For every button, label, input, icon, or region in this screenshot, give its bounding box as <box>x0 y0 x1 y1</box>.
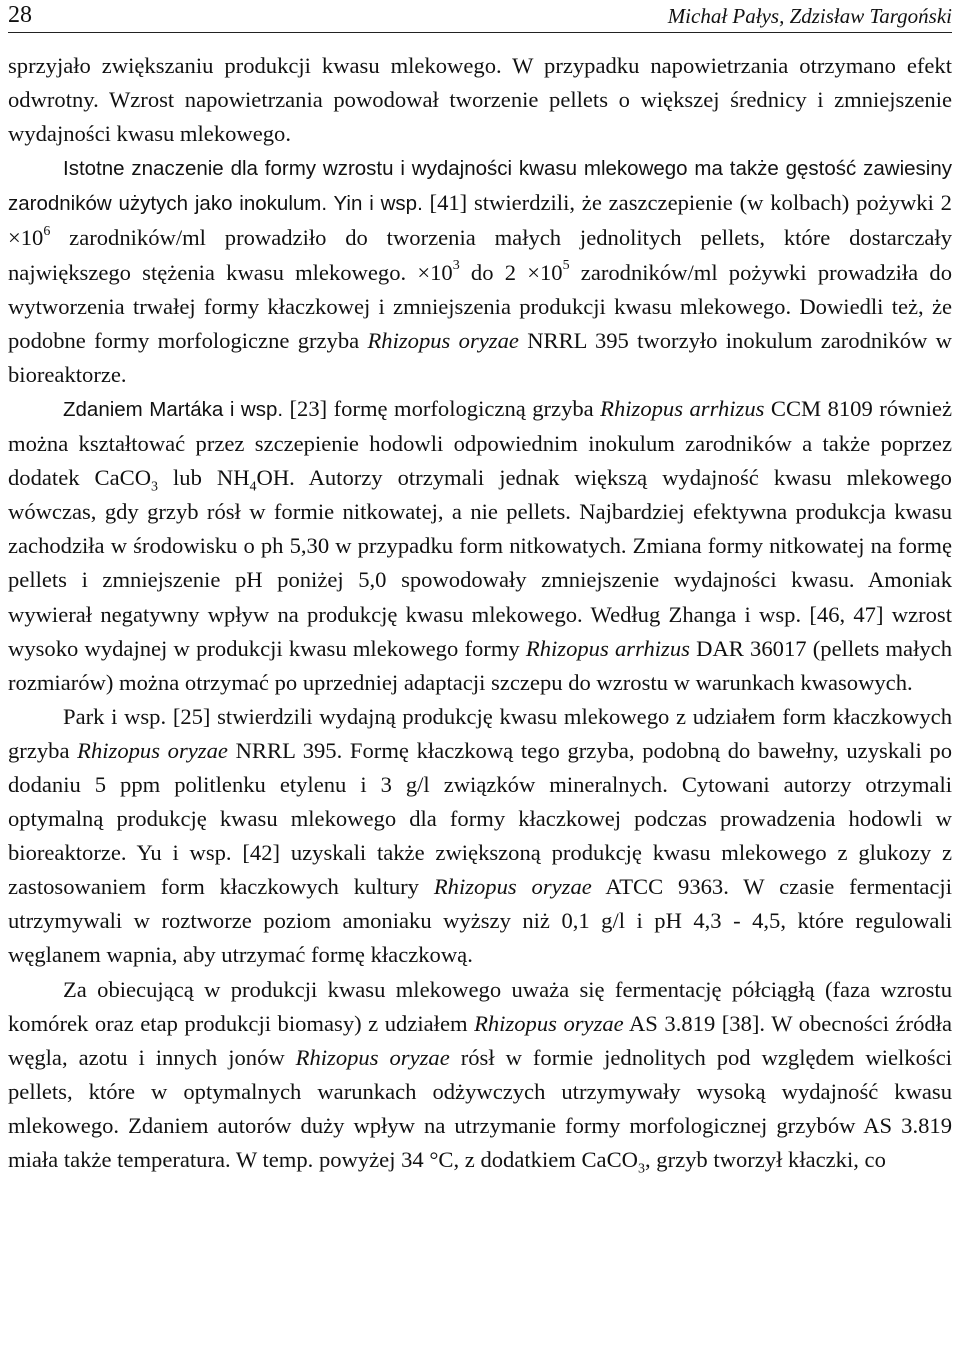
text-run: DAR 36017 (pellets małych rozmiarów) można otrzymać po uprzedniej adaptacji szczepu do wzrostu w warunkach kwasowych. <box>8 635 952 695</box>
text-run: 10 <box>430 259 453 285</box>
text-run: Park i wsp. [25] stwierdzili wydajną produkcję kwasu mlekowego z udziałem form kłaczkowych grzyba <box>8 703 952 763</box>
text-run-sans: Zdaniem Martáka i wsp. <box>63 397 284 421</box>
text-run: sprzyjało zwiększaniu produkcji kwasu mlekowego. W przypadku napowietrzania otrzymano efekt odwrotny. Wzrost napowietrzania powodował tworzenie pellets o większej średnicy i zmniejszenie wydajności kwasu mlekowego. <box>8 53 952 147</box>
text-run-sans: Istotne znaczenie dla formy wzrostu i wydajności kwasu mlekowego ma także gęstość zawiesiny zarodników użytych jako inokulum. Yin i wsp. <box>8 157 952 216</box>
exponent: 6 <box>43 223 51 239</box>
text-run: zarodników/ml pożywki prowadziła do wytworzenia trwałej formy kłaczkowej i zmniejszenia produkcji kwasu mlekowego. Dowiedli też, że podobne formy morfologiczne grzyba <box>8 259 952 353</box>
species-name: Rhizopus arrhizus <box>600 395 765 421</box>
text-run: 10 <box>20 225 44 251</box>
text-run: , grzyb tworzył kłaczki, co <box>644 1147 886 1172</box>
text-run: NRRL 395. Formę kłaczkową tego grzyba, podobną do bawełny, uzyskali po dodaniu 5 ppm politlenku etylenu i 3 g/l związków mineralnych. Cytowani autorzy otrzymali optymalną produkcję kwasu mlekowego dla formy kłaczkowej podczas prowadzenia hodowli w bioreaktorze. Yu i wsp. [42] uzyskali także zwiększoną produkcję kwasu mlekowego z glukozy z zastosowaniem form kłaczkowych kultury <box>8 737 952 900</box>
page-number: 28 <box>8 2 32 28</box>
species-name: Rhizopus oryzae <box>77 737 228 763</box>
text-run: 10 <box>540 259 563 285</box>
species-name: Rhizopus oryzae <box>433 874 592 900</box>
text-run: OH. Autorzy otrzymali jednak większą wydajność kwasu mlekowego wówczas, gdy grzyb rósł w formie nitkowatej, a nie pellets. Najbardziej efektywna produkcja kwasu zachodziła w środowisku o ph 5,30 w przypadku form nitkowatych. Zmiana formy nitkowatej na formę pellets i zmniejszenie pH poniżej 5,0 spowodowały zmniejszenie wydajności kwasu. Amoniak wywierał negatywny wpływ na produkcję kwasu mlekowego. Według Zhanga i wsp. [46, 47] wzrost wysoko wydajnej w produkcji kwasu mlekowego formy <box>8 465 952 661</box>
text-run: [41] stwierdzili, że zaszczepienie (w kolbach) pożywki 2 <box>422 190 952 216</box>
page-header <box>8 0 952 33</box>
paragraph-2 <box>8 151 952 392</box>
text-run: do 2 <box>459 259 517 285</box>
species-name: Rhizopus oryzae <box>367 327 519 353</box>
text-run: ATCC 9363. W czasie fermentacji utrzymywali w roztworze poziom amoniaku wyższy niż 0,1 g/l i pH 4,3 - 4,5, które regulowali węglanem wapnia, aby utrzymać formę kłaczkową. <box>8 874 952 968</box>
paragraph-1 <box>8 49 952 151</box>
subscript: 3 <box>637 1161 645 1177</box>
text-run: NRRL 395 tworzyło inokulum zarodników w bioreaktorze. <box>8 327 952 387</box>
text-run: CCM 8109 również można kształtować przez szczepienie hodowli odpowiednim inokulum zarodników a także poprzez dodatek CaCO <box>8 395 952 491</box>
document-page <box>8 0 952 1346</box>
text-run: [23] formę morfologiczną grzyba <box>283 395 601 421</box>
subscript: 4 <box>249 479 257 495</box>
times-symbol: × <box>8 225 21 251</box>
species-name: Rhizopus oryzae <box>474 1010 624 1036</box>
paragraph-3 <box>8 392 952 700</box>
text-run: rósł w formie jednolitych pod względem wielkości pellets, które w optymalnych warunkach odżywczych utrzymywały wysoką wydajność kwasu mlekowego. Zdaniem autorów duży wpływ na utrzymanie formy morfologicznej grzybów AS 3.819 miała także temperatura. W temp. powyżej 34 °C, z dodatkiem CaCO <box>8 1044 952 1172</box>
text-run: lub NH <box>158 465 250 491</box>
subscript: 3 <box>151 479 159 495</box>
exponent: 5 <box>562 258 570 274</box>
running-head-authors: Michał Pałys, Zdzisław Targoński <box>667 4 952 28</box>
text-run: Za obiecującą w produkcji kwasu mlekowego uważa się fermentację półciągłą (faza wzrostu komórek oraz etap produkcji biomasy) z udziałem <box>8 976 952 1036</box>
times-symbol: × <box>527 259 540 285</box>
paragraph-5 <box>8 973 952 1178</box>
times-symbol: × <box>417 259 431 285</box>
species-name: Rhizopus oryzae <box>295 1044 450 1070</box>
species-name: Rhizopus arrhizus <box>525 635 690 661</box>
text-run: zarodników/ml prowadziło do tworzenia małych jednolitych pellets, które dostarczały największego stężenia kwasu mlekowego. <box>8 225 952 285</box>
exponent: 3 <box>452 258 460 274</box>
text-run: AS 3.819 [38]. W obecności źródła węgla, azotu i innych jonów <box>8 1010 952 1070</box>
paragraph-4 <box>8 700 952 973</box>
body-text <box>8 49 952 1177</box>
